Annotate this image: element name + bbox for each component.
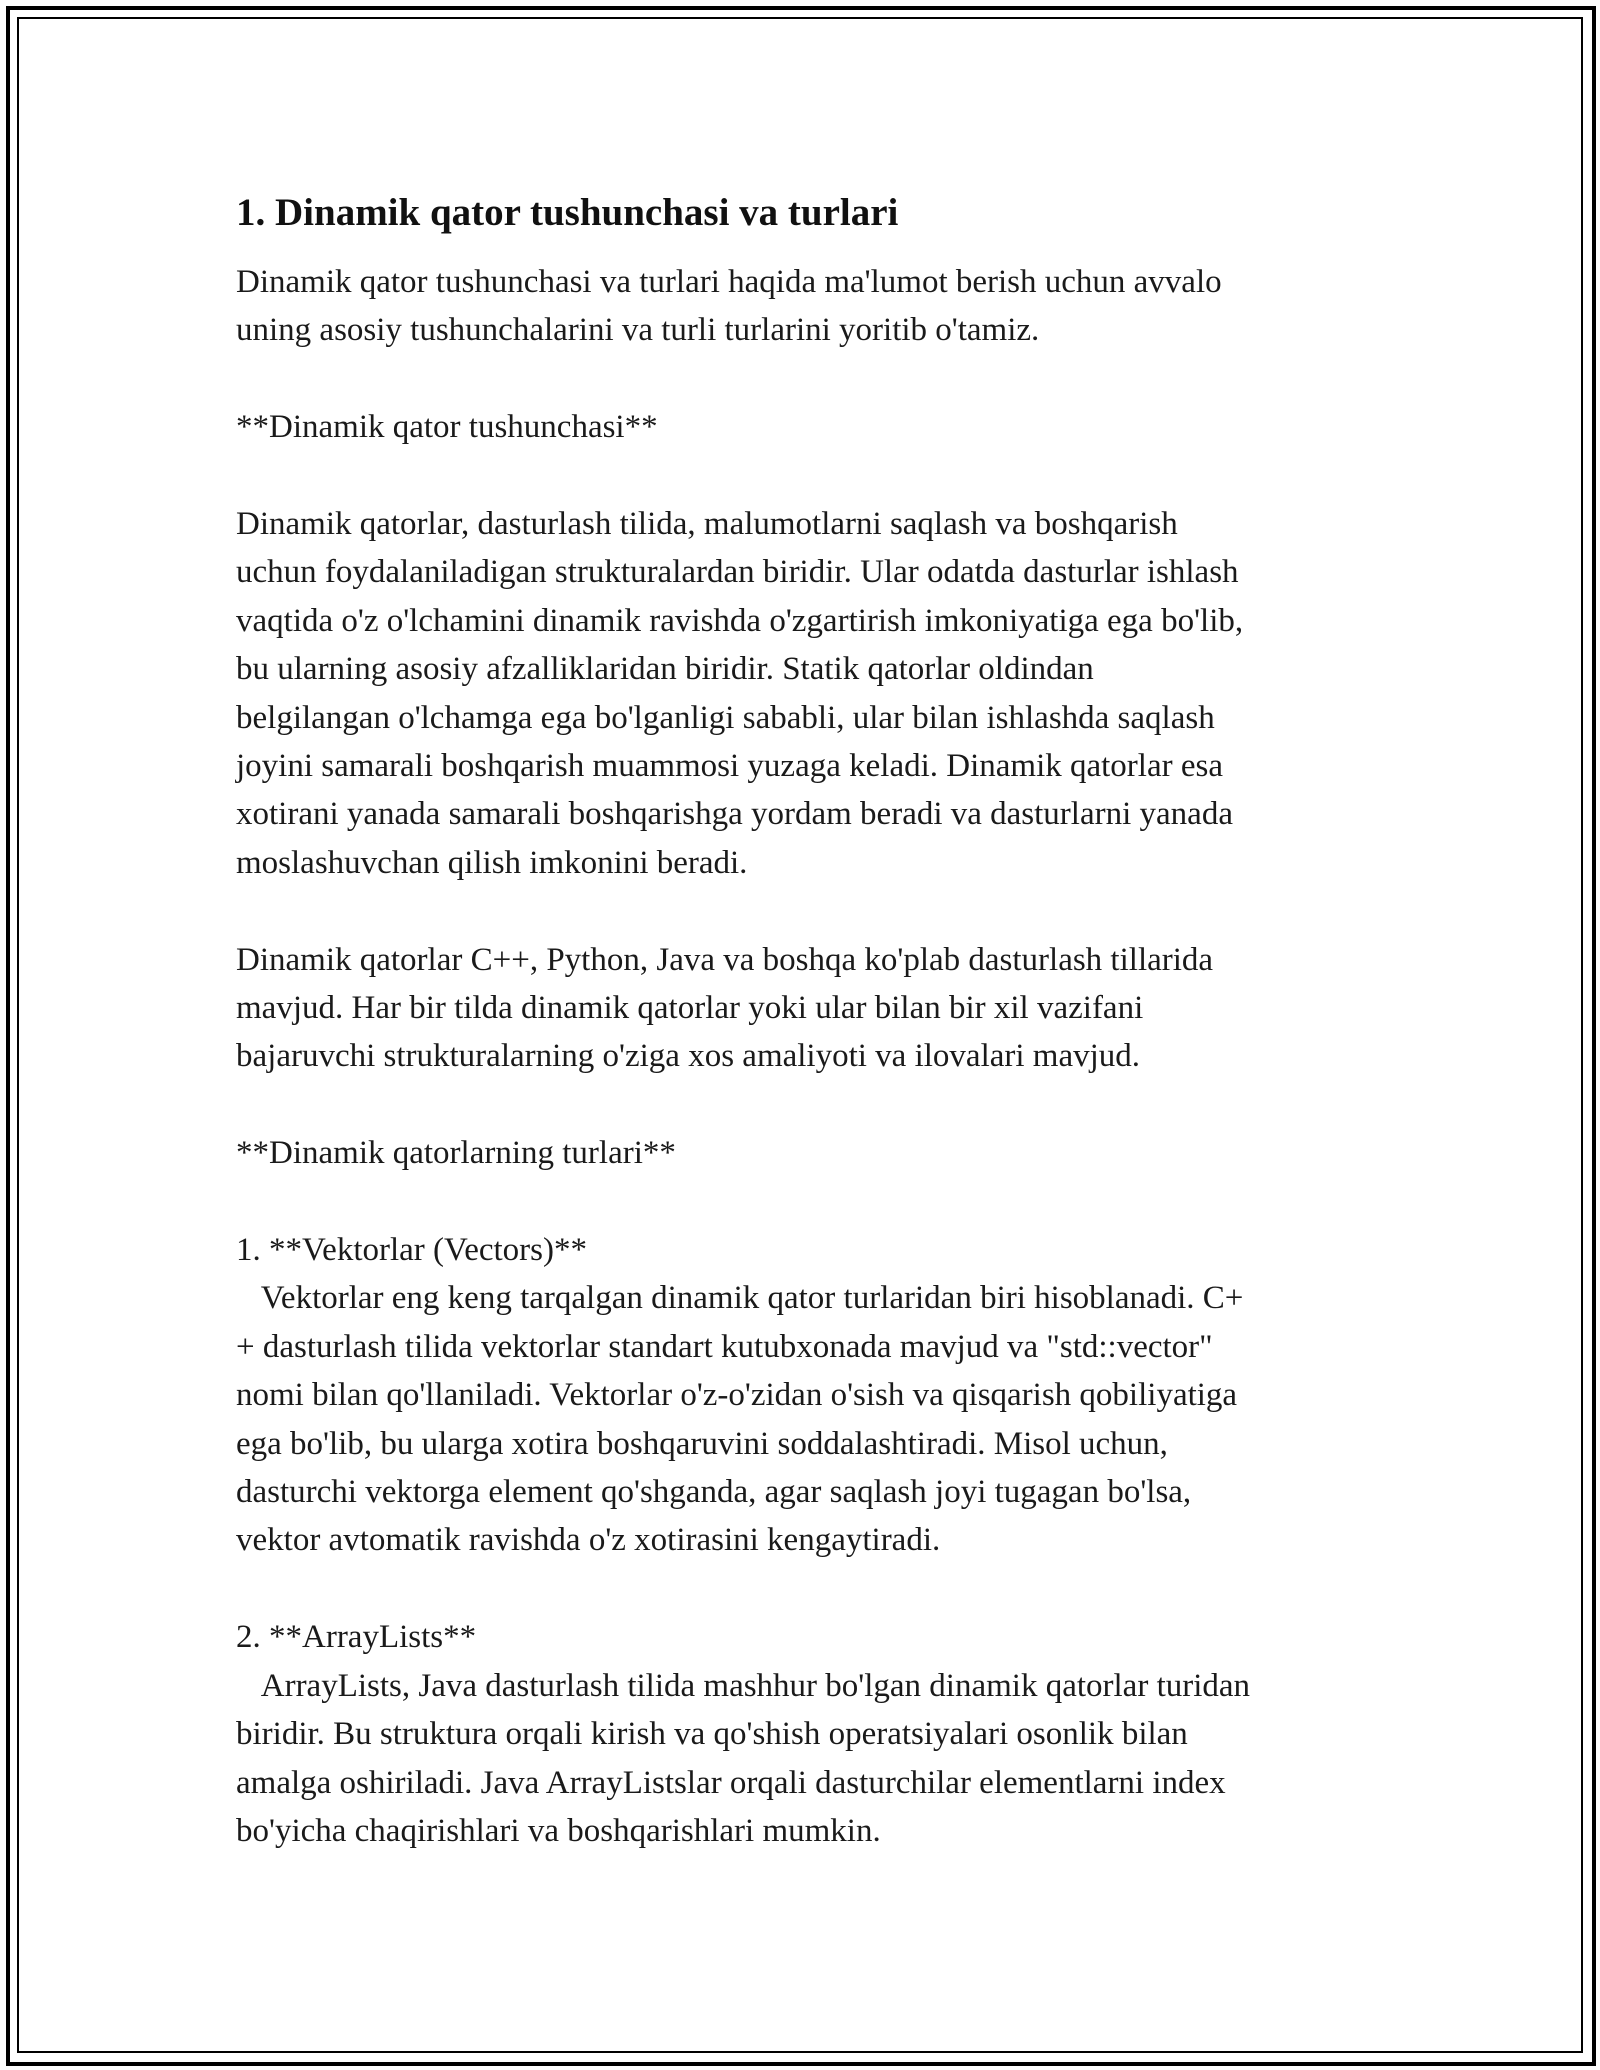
spacer bbox=[236, 1178, 1366, 1226]
item-arraylists-title: 2. **ArrayLists** bbox=[236, 1619, 477, 1656]
spacer bbox=[236, 355, 1366, 403]
concept-paragraph-2: Dinamik qatorlar C++, Python, Java va boshqa ko'plab dasturlash tillarida mavjud. Har bir tilda dinamik qatorlar yoki ular bilan bir xil vazifani bajaruvchi strukturalarning o'ziga xos amaliyoti va ilovalari mavjud. bbox=[236, 941, 1214, 1075]
intro-paragraph: Dinamik qator tushunchasi va turlari haqida ma'lumot berish uchun avvalo uning asosiy tushunchalarini va turli turlarini yoritib o'tamiz. bbox=[236, 264, 1222, 349]
item-vectors-title: 1. **Vektorlar (Vectors)** bbox=[236, 1232, 587, 1269]
item-arraylists-body: ArrayLists, Java dasturlash tilida mashhur bo'lgan dinamik qatorlar turidan biridir. Bu struktura orqali kirish va qo'shish operatsiyalari osonlik bilan amalga oshiriladi. Java ArrayListslar orqali dasturchilar elementlarni index bo'yicha chaqirishlari va boshqarishlari mumkin. bbox=[236, 1667, 1251, 1849]
item-vectors-body: Vektorlar eng keng tarqalgan dinamik qator turlaridan biri hisoblanadi. C+ + dasturlash tilida vektorlar standart kutubxonada mavjud va "std::vector" nomi bilan qo'llaniladi. Vektorlar o'z-o'zidan o'sish va qisqarish qobiliyatiga ega bo'lib, bu ularga xotira boshqaruvini soddalashtiradi. Misol uchun, dasturchi vektorga element qo'shganda, agar saqlash joyi tugagan bo'lsa, vektor avtomatik ravishda o'z xotirasini kengaytiradi. bbox=[236, 1280, 1244, 1559]
spacer bbox=[236, 1081, 1366, 1129]
section-title-concept: **Dinamik qator tushunchasi** bbox=[236, 409, 658, 446]
spacer bbox=[236, 887, 1366, 935]
document-heading: 1. Dinamik qator tushunchasi va turlari bbox=[236, 191, 899, 234]
spacer bbox=[236, 1565, 1366, 1613]
document-body bbox=[236, 186, 1366, 1855]
concept-paragraph-1: Dinamik qatorlar, dasturlash tilida, malumotlarni saqlash va boshqarish uchun foydalaniladigan strukturalardan biridir. Ular odatda dasturlar ishlash vaqtida o'z o'lchamini dinamik ravishda o'zgartirish imkoniyatiga ega bo'lib, bu ularning asosiy afzalliklaridan biridir. Statik qatorlar oldindan belgilangan o'lchamga ega bo'lganligi sababli, ular bilan ishlashda saqlash joyini samarali boshqarish muammosi yuzaga keladi. Dinamik qatorlar esa xotirani yanada samarali boshqarishga yordam beradi va dasturlarni yanada moslashuvchan qilish imkonini beradi. bbox=[236, 506, 1244, 881]
section-title-types: **Dinamik qatorlarning turlari** bbox=[236, 1135, 676, 1172]
spacer bbox=[236, 452, 1366, 500]
